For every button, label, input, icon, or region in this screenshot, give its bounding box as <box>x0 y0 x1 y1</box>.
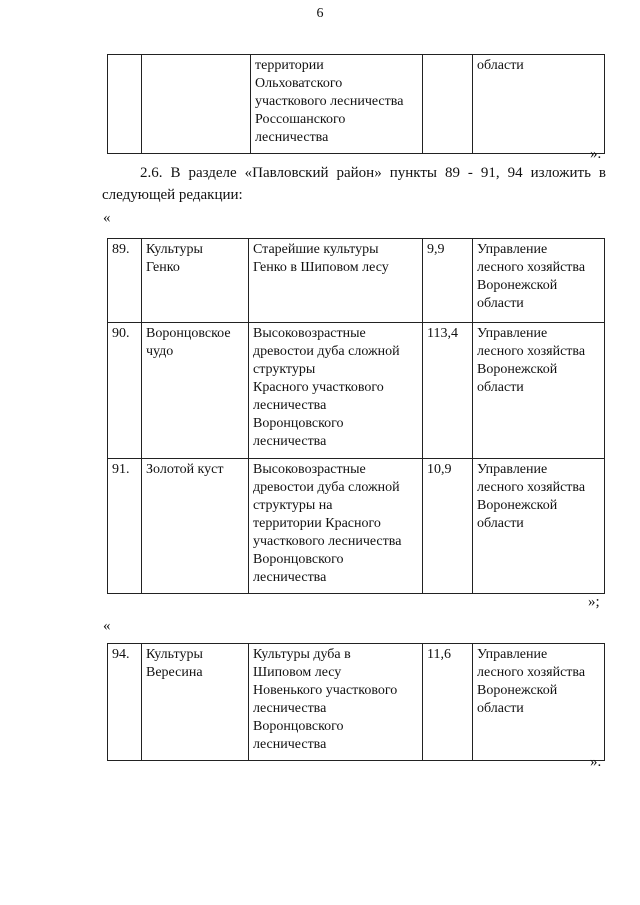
text-line: области <box>477 296 524 311</box>
cell-description <box>249 644 423 761</box>
item-number: 89. <box>112 242 130 257</box>
cell-description <box>249 323 423 459</box>
table-row <box>108 239 605 323</box>
text-line: древостои дуба сложной <box>253 344 400 359</box>
text-line: области <box>477 380 524 395</box>
cell-name <box>142 323 249 459</box>
cell-area <box>423 239 473 323</box>
text-line: лесничества <box>253 434 327 449</box>
text-line: Воронцовского <box>253 552 344 567</box>
amendment-table-2 <box>107 643 605 761</box>
area-value: 113,4 <box>427 326 458 341</box>
cell-organization <box>473 323 605 459</box>
text-line: Высоковозрастные <box>253 462 366 477</box>
text-line: Генко <box>146 260 180 275</box>
text-line: Управление <box>477 326 548 341</box>
cell-number <box>108 459 142 594</box>
text-line: Культуры <box>146 242 203 257</box>
text-line: Новенького участкового <box>253 683 398 698</box>
cell-number <box>108 644 142 761</box>
area-value: 11,6 <box>427 647 451 662</box>
text-line: Воронцовского <box>253 719 344 734</box>
text-line: Управление <box>477 462 548 477</box>
cell-organization <box>473 239 605 323</box>
closing-quote: »; <box>588 594 600 610</box>
amendment-table-1 <box>107 238 605 594</box>
area-value: 9,9 <box>427 242 445 257</box>
cell-name <box>142 55 251 154</box>
text-line: лесного хозяйства <box>477 665 586 680</box>
cell-area <box>423 323 473 459</box>
text-line: древостои дуба сложной <box>253 480 400 495</box>
text-line: Старейшие культуры <box>253 242 379 257</box>
cell-organization <box>473 459 605 594</box>
cell-area <box>423 459 473 594</box>
text-line: структуры на <box>253 498 333 513</box>
amendment-paragraph: 2.6. В разделе «Павловский район» пункты 89 - 91, 94 изложить в следующей редакции: <box>102 165 606 203</box>
closing-quote: ». <box>590 146 602 162</box>
cell-name <box>142 459 249 594</box>
opening-quote: « <box>103 210 111 226</box>
text-line: лесного хозяйства <box>477 344 586 359</box>
text-line: лесничества <box>255 130 329 145</box>
text-line: чудо <box>146 344 174 359</box>
cell-organization <box>473 55 605 154</box>
cell-description <box>251 55 423 154</box>
closing-quote: ». <box>590 754 602 770</box>
item-number: 91. <box>112 462 130 477</box>
text-line: территории Красного <box>253 516 381 531</box>
table-row <box>108 55 605 154</box>
text-line: Воронежской <box>477 683 558 698</box>
text-line: Культуры <box>146 647 203 662</box>
text-line: Воронцовского <box>253 416 344 431</box>
text-line: лесного хозяйства <box>477 480 586 495</box>
area-value: 10,9 <box>427 462 452 477</box>
text-line: Воронежской <box>477 498 558 513</box>
cell-number <box>108 323 142 459</box>
cell-area <box>423 644 473 761</box>
page-number: 6 <box>316 6 324 21</box>
cell-area <box>423 55 473 154</box>
cell-organization <box>473 644 605 761</box>
text-line: Красного участкового <box>253 380 384 395</box>
cell-number <box>108 55 142 154</box>
cell-name <box>142 644 249 761</box>
text-line: Шиповом лесу <box>253 665 342 680</box>
cell-name <box>142 239 249 323</box>
table-row <box>108 644 605 761</box>
text-line: участкового лесничества <box>253 534 402 549</box>
text-line: области <box>477 58 524 73</box>
table-row <box>108 459 605 594</box>
text-line: Культуры дуба в <box>253 647 351 662</box>
text-line: области <box>477 516 524 531</box>
text-line: лесничества <box>253 701 327 716</box>
item-number: 94. <box>112 647 130 662</box>
text-line: территории <box>255 58 324 73</box>
text-line: Управление <box>477 647 548 662</box>
text-line: Россошанского <box>255 112 346 127</box>
cell-description <box>249 459 423 594</box>
text-line: Высоковозрастные <box>253 326 366 341</box>
text-line: Вересина <box>146 665 203 680</box>
text-line: области <box>477 701 524 716</box>
text-line: Золотой куст <box>146 462 224 477</box>
text-line: Ольховатского <box>255 76 343 91</box>
continuation-table <box>107 54 605 154</box>
text-line: Воронежской <box>477 362 558 377</box>
text-line: структуры <box>253 362 316 377</box>
cell-description <box>249 239 423 323</box>
text-line: Управление <box>477 242 548 257</box>
text-line: Генко в Шиповом лесу <box>253 260 389 275</box>
text-line: участкового лесничества <box>255 94 404 109</box>
text-line: Воронежской <box>477 278 558 293</box>
text-line: лесничества <box>253 737 327 752</box>
text-line: лесного хозяйства <box>477 260 586 275</box>
text-line: Воронцовское <box>146 326 231 341</box>
text-line: лесничества <box>253 398 327 413</box>
table-row <box>108 323 605 459</box>
opening-quote: « <box>103 618 111 634</box>
text-line: лесничества <box>253 570 327 585</box>
cell-number <box>108 239 142 323</box>
item-number: 90. <box>112 326 130 341</box>
